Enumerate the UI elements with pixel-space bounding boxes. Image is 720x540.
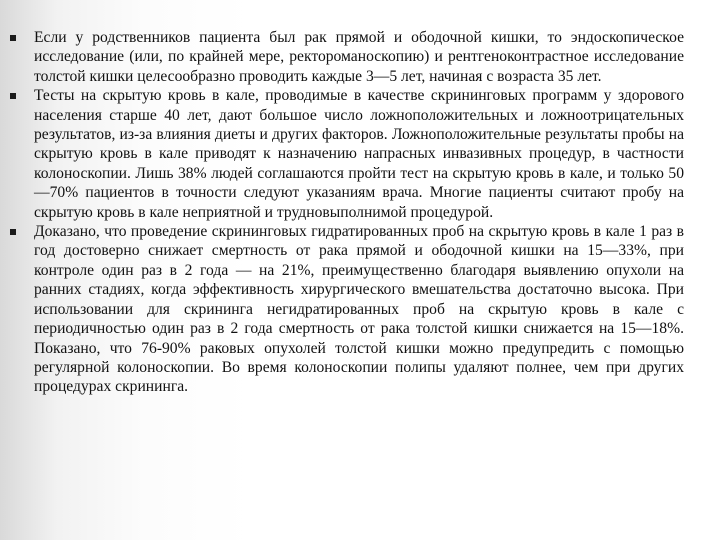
bullet-item-2 bbox=[10, 86, 684, 222]
bullet-text-2: Тесты на скрытую кровь в кале, проводимые в качестве скрининговых программ у здорового населения старше 40 лет, дают большое число ложноположительных и ложноотрицательных результатов, из-за влияния диеты и других факторов. Ложноположительные результаты пробы на скрытую кровь в кале приводят к назначению напрасных инвазивных процедур, в частности колоноскопии. Лишь 38% людей соглашаются пройти тест на скрытую кровь в кале, и только 50—70% пациентов в точности следуют указаниям врача. Многие пациенты считают пробу на скрытую кровь в кале неприятной и трудновыполнимой процедурой. bbox=[34, 87, 684, 221]
square-bullet-icon bbox=[10, 35, 16, 41]
bullet-text-3: Доказано, что проведение скрининговых гидратированных проб на скрытую кровь в кале 1 раз в год достоверно снижает смертность от рака прямой и ободочной кишки на 15—33%, при контроле один раз в 2 года — на 21%, преимущественно благодаря выявлению опухоли на ранних стадиях, когда эффективность хирургического вмешательства достаточно высока. При использовании для скрининга негидратированных проб на скрытую кровь в кале с периодичностью один раз в 2 года смертность от рака толстой кишки снижается на 15—18%. Показано, что 76-90% раковых опухолей толстой кишки можно предупредить с помощью регулярной колоноскопии. Во время колоноскопии полипы удаляют полнее, чем при других процедурах скрининга. bbox=[34, 223, 684, 396]
bullet-list bbox=[10, 28, 684, 397]
square-bullet-icon bbox=[10, 229, 16, 235]
bullet-item-1 bbox=[10, 28, 684, 86]
bullet-item-3 bbox=[10, 222, 684, 397]
bullet-text-1: Если у родственников пациента был рак прямой и ободочной кишки, то эндоскопическое исследование (или, по крайней мере, ректороманоскопию) и рентгеноконтрастное исследование толстой кишки целесообразно проводить каждые 3—5 лет, начиная с возраста 35 лет. bbox=[34, 29, 684, 85]
square-bullet-icon bbox=[10, 93, 16, 99]
